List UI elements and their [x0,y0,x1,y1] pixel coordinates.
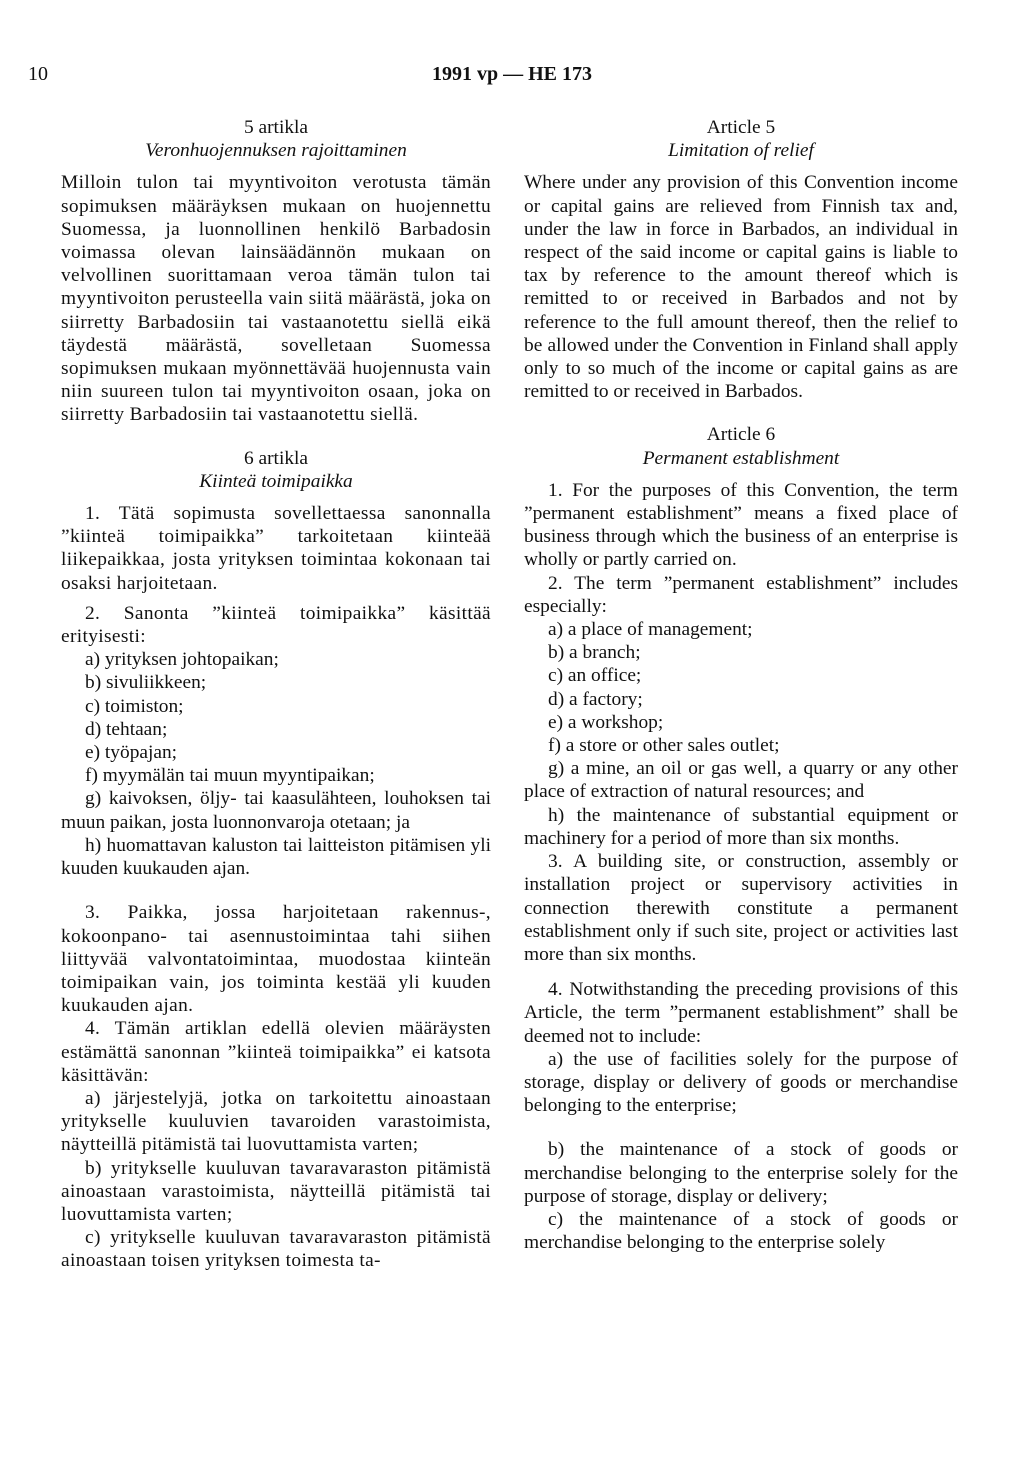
list-item-h-fi: h) huomattavan kaluston tai laitteiston pitämisen yli kuuden kuukauden ajan. [61,834,491,880]
article-6-paragraph-3-fi: 3. Paikka, jossa harjoitetaan rakennus-, kokoonpano- tai asennustoimintaa tahi siihen liittyvää valvontatoimintaa, muodostaa kiinteän toimipaikan vain, jos toiminta kestää yli kuuden kuukauden ajan. [61,902,491,1017]
page-number: 10 [28,63,48,85]
list-item: c) toimiston; [85,695,184,717]
article-6-paragraph-4c-en: c) the maintenance of a stock of goods or merchandise belonging to the enterprise solely [524,1208,958,1254]
list-item: d) tehtaan; [85,718,168,740]
list-item: d) a factory; [548,688,643,710]
article-6-heading-fi: 6 artikla [243,447,309,469]
article-6-paragraph-4a-en: a) the use of facilities solely for the purpose of storage, display or delivery of goods or merchandise belonging to the enterprise; [524,1048,958,1117]
article-6-paragraph-1-en: 1. For the purposes of this Convention, the term ”permanent establishment” means a fixed place of business through which the business of an enterprise is wholly or partly carried on. [524,479,958,571]
article-5-paragraph-en: Where under any provision of this Convention income or capital gains are relieved from Finnish tax and, under the law in force in Barbados, an individual in respect of the said income or capital gains is liable to tax by reference to the amount thereof which is remitted to or received in Barbados and not by reference to the full amount thereof, then the relief to be allowed under the Convention in Finland shall apply only to so much of the income or capital gains as are remitted to or received in Barbados. [524,172,958,403]
article-6-paragraph-4-en: 4. Notwithstanding the preceding provisions of this Article, the term ”permanent establishment” shall be deemed not to include: [524,979,958,1047]
list-item: a) a place of management; [548,619,753,641]
running-title: 1991 vp — HE 173 [431,63,593,85]
article-6-paragraph-2-en: 2. The term ”permanent establishment” includes especially: [524,572,958,617]
article-6-title-en: Permanent establishment [642,447,840,469]
list-item: f) myymälän tai muun myyntipaikan; [85,765,375,787]
article-6-title-fi: Kiinteä toimipaikka [199,470,353,492]
list-item-g-fi: g) kaivoksen, öljy- tai kaasulähteen, louhoksen tai muun paikan, josta luonnonvaroja otetaan; ja [61,788,491,833]
article-6-paragraph-4a-fi: a) järjestelyjä, jotka on tarkoitettu ainoastaan yritykselle kuuluvien tavaroiden varastoimista, näytteillä pitämistä tai luovuttamista varten; [61,1087,491,1156]
list-item-g-en: g) a mine, an oil or gas well, a quarry or any other place of extraction of natural resources; and [524,758,958,803]
article-6-heading-en: Article 6 [706,424,776,446]
article-5-heading-fi: 5 artikla [243,117,309,138]
article-5-heading-en: Article 5 [706,117,776,138]
list-item: a) yrityksen johtopaikan; [85,649,279,671]
list-item: e) työpajan; [85,742,178,764]
article-6-paragraph-1-fi: 1. Tätä sopimusta sovellettaessa sanonnalla ”kiinteä toimipaikka” tarkoitetaan kiinteää liikepaikkaa, josta yrityksen toimintaa kokonaan tai osaksi harjoitetaan. [61,503,491,594]
list-item: c) an office; [548,665,642,687]
article-5-title-en: Limitation of relief [668,140,814,162]
article-6-paragraph-4c-fi: c) yritykselle kuuluvan tavaravaraston pitämistä ainoastaan toisen yrityksen toimesta ta- [61,1227,491,1272]
finnish-column [61,116,491,1273]
article-6-paragraph-3-en: 3. A building site, or construction, assembly or installation project or supervisory activities in connection therewith constitute a permanent establishment only if such site, project or activities last more than six months. [524,851,958,965]
list-item: b) sivuliikkeen; [85,672,207,694]
article-6-paragraph-4-fi: 4. Tämän artiklan edellä olevien määräysten estämättä sanonnan ”kiinteä toimipaikka” ei katsota käsittävän: [61,1018,491,1086]
list-item: e) a workshop; [548,711,664,733]
article-6-paragraph-4b-fi: b) yritykselle kuuluvan tavaravaraston pitämistä ainoastaan varastoimista, näytteillä pitämistä tai luovuttamista varten; [61,1157,491,1225]
article-6-paragraph-2-fi: 2. Sanonta ”kiinteä toimipaikka” käsittää erityisesti: [61,602,491,648]
list-item: f) a store or other sales outlet; [548,735,780,757]
article-6-paragraph-4b-en: b) the maintenance of a stock of goods or merchandise belonging to the enterprise solely for the purpose of storage, display or delivery; [524,1139,958,1207]
english-column [524,116,958,1254]
list-item-h-en: h) the maintenance of substantial equipment or machinery for a period of more than six months. [524,804,958,849]
article-5-title-fi: Veronhuojennuksen rajoittaminen [145,140,407,162]
list-item: b) a branch; [548,642,641,664]
article-5-paragraph-fi: Milloin tulon tai myyntivoiton verotusta tämän sopimuksen määräyksen mukaan on huojennettu Suomessa, ja luonnollinen henkilö Barbadosin voimassa olevan lainsäädännön mukaan on velvollinen suorittamaan veroa tämän tulon tai myyntivoiton perusteella vain siitä määrästä, joka on siirretty Barbadosiin tai vastaanotettu siellä eikä täydestä määrästä, sovelletaan Suomessa sopimuksen mukaan myönnettävää huojennusta vain niin suureen tulon tai myyntivoiton osaan, joka on siirretty Barbadosiin tai vastaanotettu siellä. [61,172,491,426]
